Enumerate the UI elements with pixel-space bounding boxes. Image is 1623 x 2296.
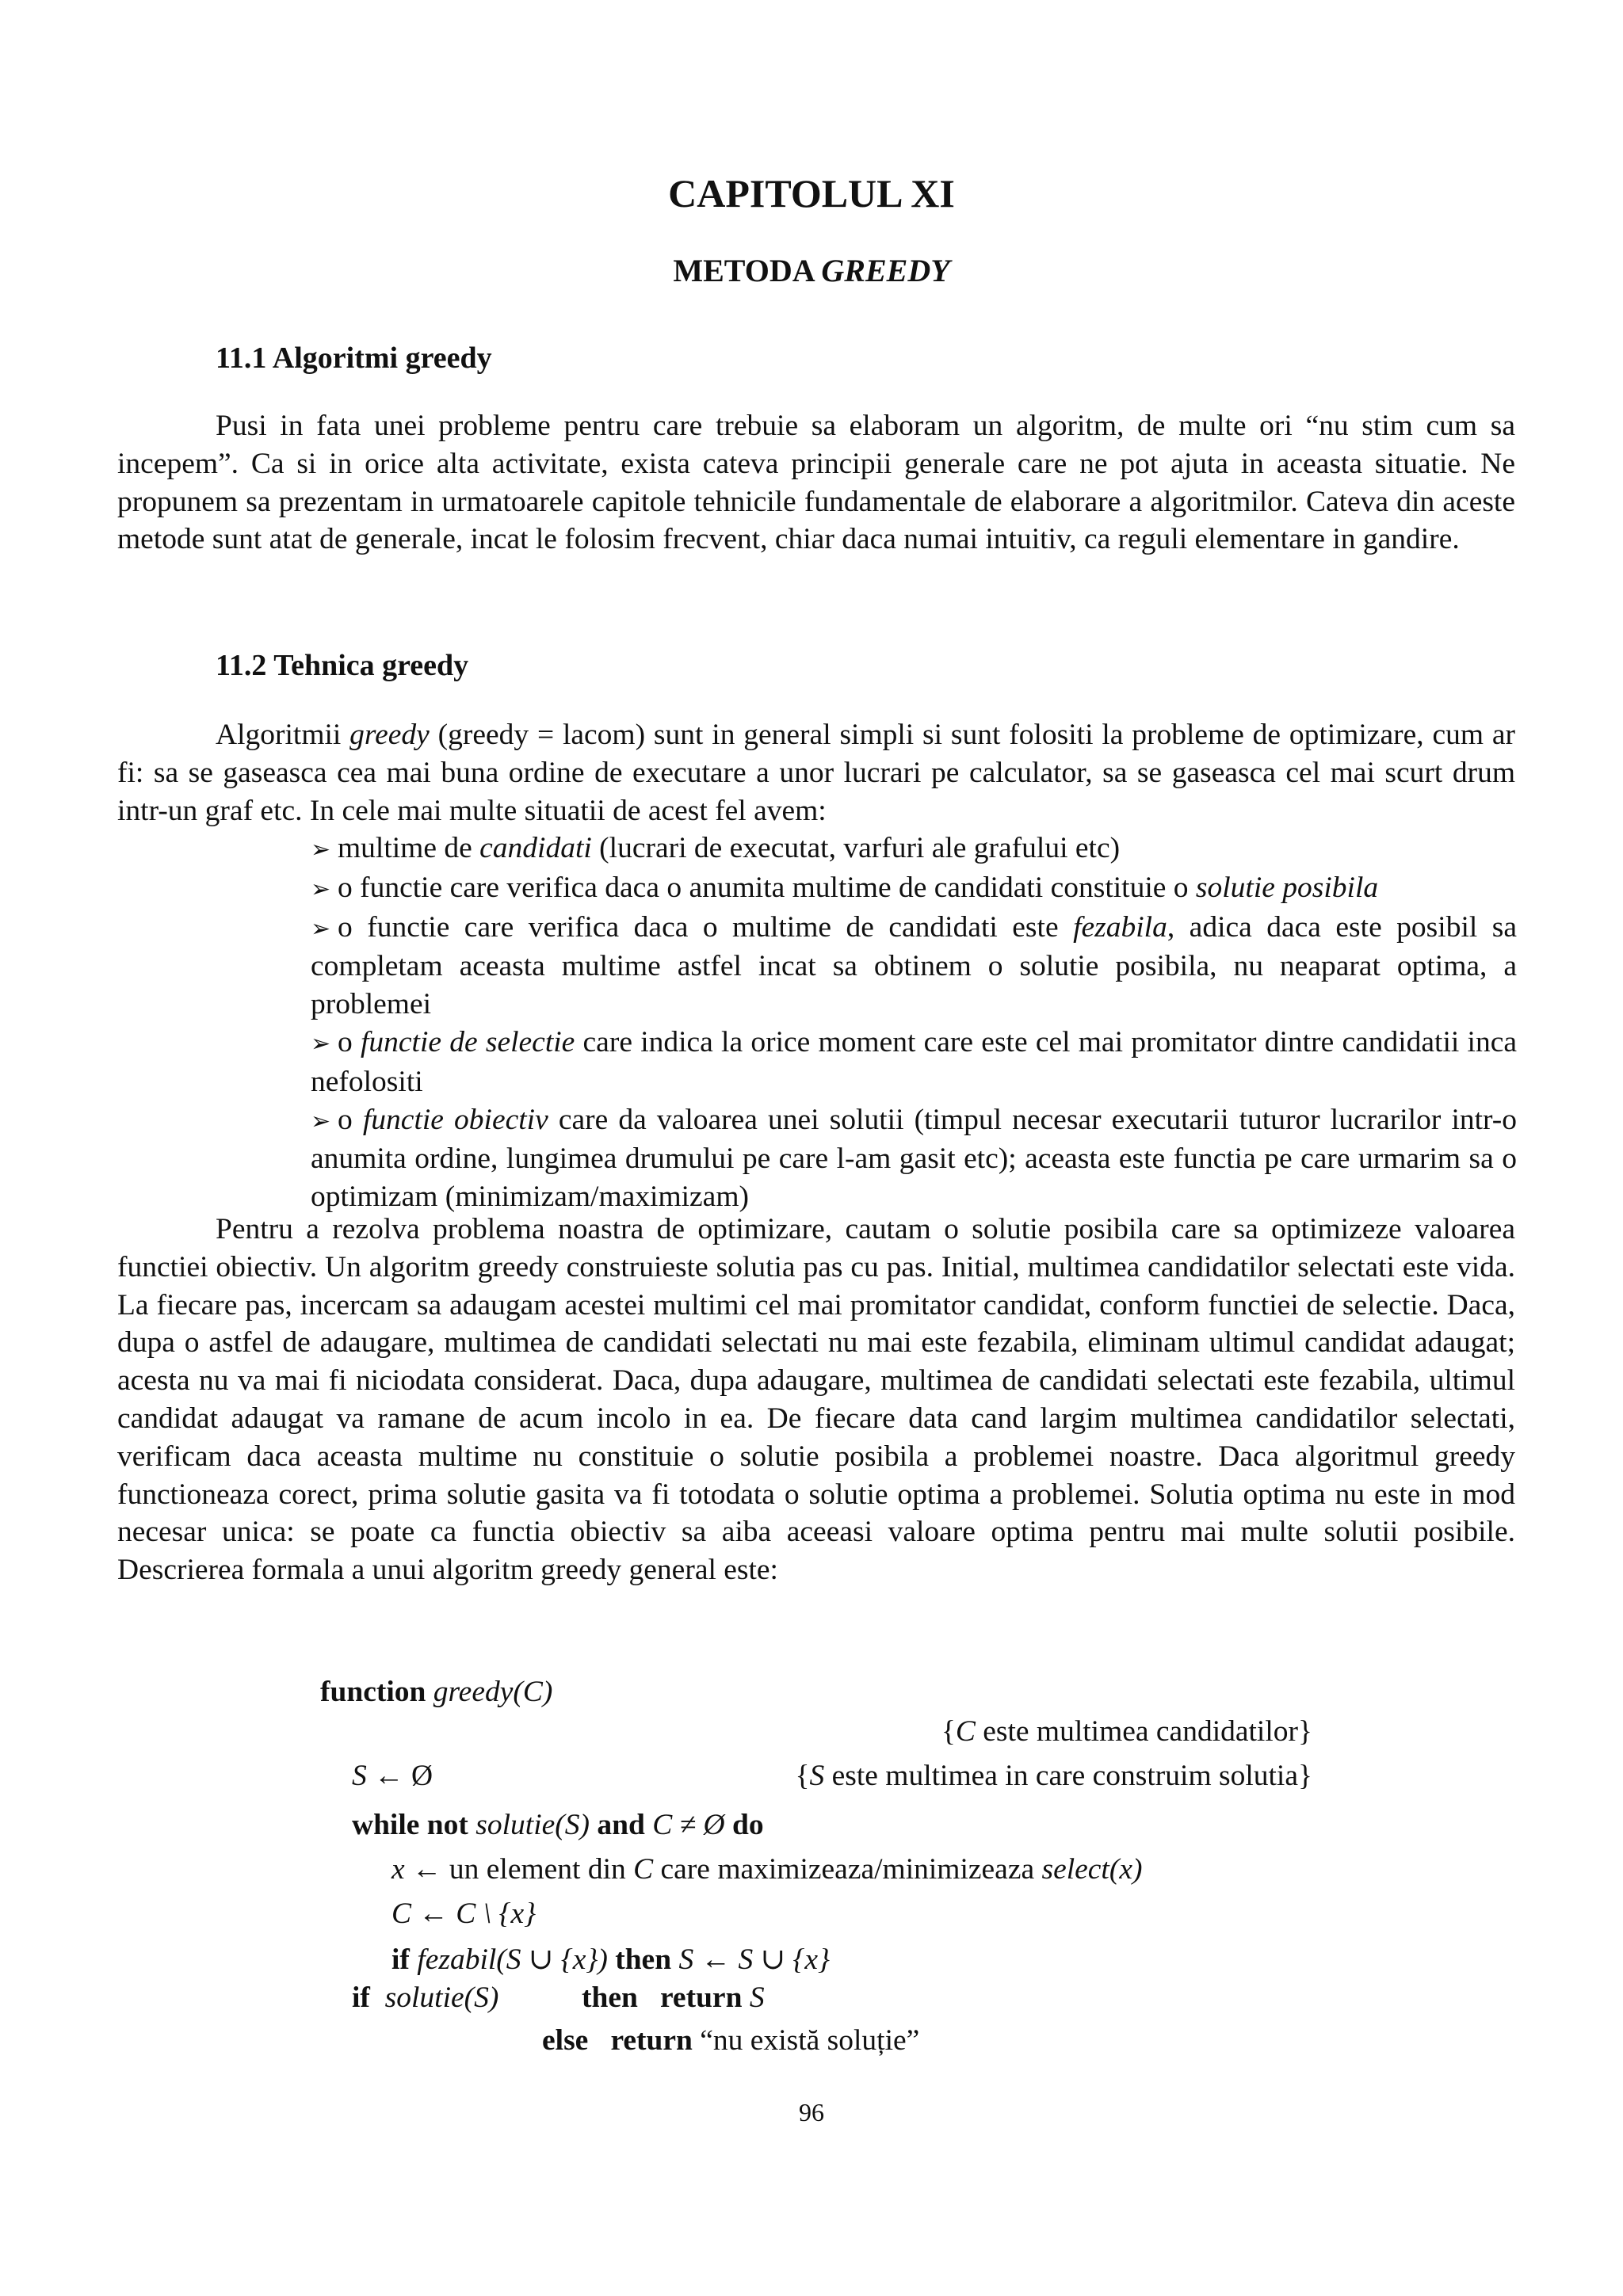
code-select-line: x ← un element din C care maximizeaza/minimizeaza select(x) (391, 1853, 1143, 1886)
intro-start: Algoritmii (216, 719, 350, 751)
list-item: ➢ o functie care verifica daca o anumita multime de candidati constituie o solutie posibila (311, 869, 1517, 909)
paragraph-text: Pentru a rezolva problema noastra de optimizare, cautam o solutie posibila care sa optimizeze valoarea functiei obiectiv. Un algoritm greedy construieste solutia pas cu pas. Initial, multimea candidatilor selectati este vida. La fiecare pas, incercam sa adaugam acestei multimi cel mai promitator candidat, conform functiei de selectie. Daca, dupa o astfel de adaugare, multimea de candidati selectati nu mai este fezabila, eliminam ultimul candidat adaugat; acesta nu va mai fi niciodata considerat. Daca, dupa adaugare, multimea de candidati selectati este fezabila, ultimul candidat adaugat va ramane de acum incolo in ea. De fiecare data cand largim multimea candidatilor selectati, verificam daca aceasta multime nu constituie o solutie posibila a problemei noastre. Daca algoritmul greedy functioneaza corect, prima solutie gasita va fi totodata o solutie optima a problemei. Solutia optima nu este in mod necesar unica: se poate ca functia obiectiv sa aiba aceeasi valoare optima pentru mai multe solutii posibile. Descrierea formala a unui algoritm greedy general este: (117, 1213, 1515, 1587)
code-function-line: function greedy(C) (320, 1676, 553, 1708)
arrowhead-bullet-icon: ➢ (311, 1029, 331, 1058)
intro-paragraph (117, 716, 1515, 830)
code-else-line: else return “nu există soluție” (542, 2024, 920, 2057)
intro-rest: (greedy = lacom) sunt in general simpli si sunt folositi la probleme de optimizare, cum ar fi: sa se gaseasca cea mai buna ordine de executare a unor lucrari pe calculator, sa se gaseasca cel mai scurt drum intr-un graf etc. In cele mai multe situatii de acest fel avem: (117, 719, 1515, 827)
code-init-line: S ← Ø (352, 1760, 433, 1792)
code-feasible-line: if fezabil(S ∪ {x}) then S ← S ∪ {x} (391, 1943, 830, 1976)
section-heading-11-1: 11.1 Algoritmi greedy (216, 341, 492, 375)
section2-intro (117, 716, 1515, 830)
list-item: ➢ o functie de selectie care indica la orice moment care este cel mai promitator dintre candidatii inca nefolositi (311, 1025, 1517, 1098)
arrowhead-bullet-icon: ➢ (311, 836, 331, 864)
chapter-subtitle (0, 252, 1623, 289)
criteria-list (311, 830, 1517, 1216)
paragraph-text: Pusi in fata unei probleme pentru care trebuie sa elaboram un algoritm, de multe ori “nu stim cum sa incepem”. Ca si in orice alta activitate, exista cateva principii generale care ne pot ajuta in aceasta situatie. Ne propunem sa prezentam in urmatoarele capitole tehnicile fundamentale de elaborare a algoritmilor. Cateva din aceste metode sunt atat de generale, incat le folosim frecvent, chiar daca numai intuitiv, ca reguli elementare in gandire. (117, 410, 1515, 556)
list-item: ➢ o functie care verifica daca o multime de candidati este fezabila, adica daca este posibil sa completam aceasta multime astfel incat sa obtinem o solutie posibila, nu neaparat optima, a problemei (311, 910, 1517, 1021)
code-while-line: while not solutie(S) and C ≠ Ø do (352, 1809, 764, 1841)
section2-paragraph (117, 1211, 1515, 1589)
arrowhead-bullet-icon: ➢ (311, 914, 331, 943)
intro-italic: greedy (349, 719, 430, 751)
list-item: ➢ o functie obiectiv care da valoarea unei solutii (timpul necesar executarii tuturor lucrarilor intr-o anumita ordine, lungimea drumului pe care l-am gasit etc); aceasta este functia pe care urmarim sa o optimizam (minimizam/maximizam) (311, 1103, 1518, 1214)
chapter-title: CAPITOLUL XI (668, 171, 955, 215)
page-number: 96 (799, 2098, 824, 2126)
chapter-subtitle-italic: GREEDY (821, 253, 950, 288)
code-comment-solution: {S este multimea in care construim solutia} (795, 1760, 1312, 1792)
code-comment-candidates: {C este multimea candidatilor} (941, 1715, 1312, 1748)
section1-paragraph (117, 407, 1515, 559)
chapter-subtitle-prefix: METODA (673, 253, 814, 288)
arrowhead-bullet-icon: ➢ (311, 875, 331, 903)
code-then-return-line: then return S (582, 1981, 765, 2014)
code-remove-line: C ← C \ {x} (391, 1897, 537, 1930)
arrowhead-bullet-icon: ➢ (311, 1107, 331, 1135)
list-item: ➢ multime de candidati (lucrari de executat, varfuri ale grafului etc) (311, 830, 1517, 869)
section-heading-11-2: 11.2 Tehnica greedy (216, 649, 469, 682)
code-if-solution-line: if solutie(S) (352, 1981, 499, 2014)
